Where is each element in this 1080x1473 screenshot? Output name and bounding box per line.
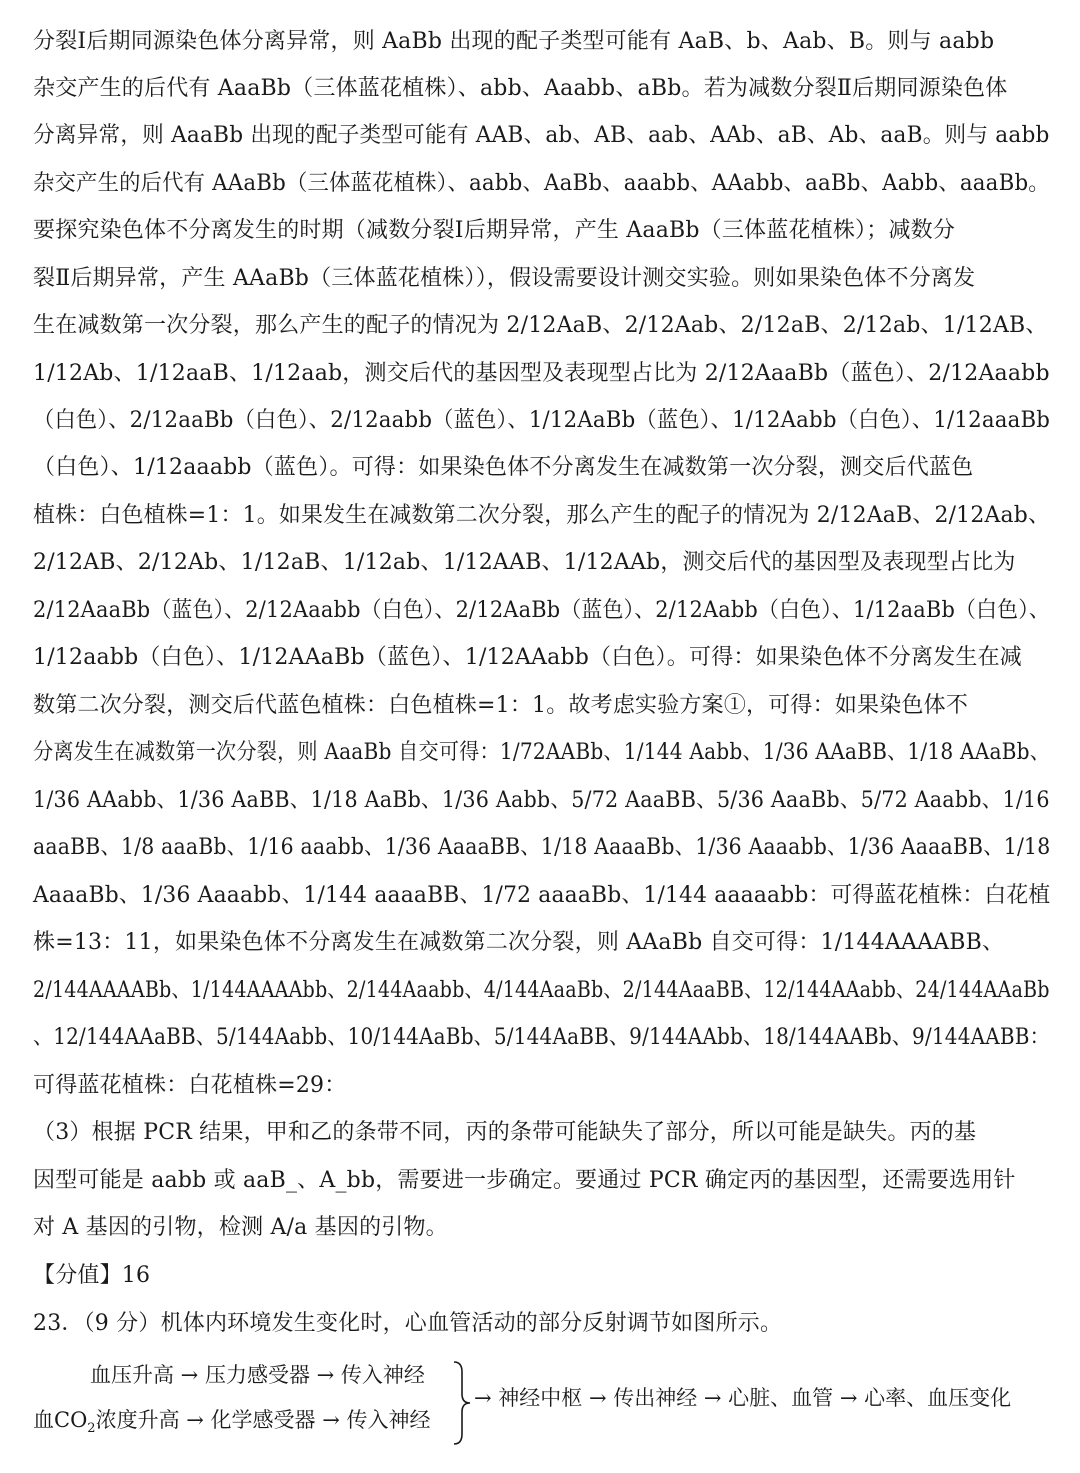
text-line: aaaBB、1/8 aaaBb、1/16 aaabb、1/36 AaaaBB、1/18 AaaaBb、1/36 Aaaabb、1/36 AaaaBB、1/18 (33, 835, 1051, 860)
text-line: 2/12AB、2/12Ab、1/12aB、1/12ab、1/12AAB、1/12AAb，测交后代的基因型及表现型占比为 (33, 550, 1016, 575)
text-line: 1/12aabb（白色）、1/12AAaBb（蓝色）、1/12AAabb（白色）。可得：如果染色体不分离发生在减 (33, 645, 1023, 670)
text-line: 杂交产生的后代有 AAaBb（三体蓝花植株）、aabb、AaBb、aaabb、AAabb、aaBb、Aabb、aaaBb。 (33, 171, 1050, 196)
text-line: 株=13：11，如果染色体不分离发生在减数第二次分裂，则 AAaBb 自交可得：1/144AAAABB、 (33, 930, 1005, 955)
question-stem: 23．（9 分）机体内环境发生变化时，心血管活动的部分反射调节如图所示。 (33, 1311, 783, 1336)
diagram-merged-path: → 神经中枢 → 传出神经 → 心脏、血管 → 心率、血压变化 (474, 1386, 1012, 1410)
text-line: 分离异常，则 AaaBb 出现的配子类型可能有 AAB、ab、AB、aab、AAb、aB、Ab、aaB。则与 aabb (33, 123, 1050, 148)
text-line: 数第二次分裂，测交后代蓝色植株：白色植株=1：1。故考虑实验方案①，可得：如果染色体不 (33, 693, 969, 718)
text-line: 2/12AaaBb（蓝色）、2/12Aaabb（白色）、2/12AaBb（蓝色）、2/12Aabb（白色）、1/12aaBb（白色）、 (33, 598, 1050, 623)
text-line: 植株：白色植株=1：1。如果发生在减数第二次分裂，那么产生的配子的情况为 2/12AaB、2/12Aab、 (33, 503, 1051, 528)
text-line: （白色）、2/12aaBb（白色）、2/12aabb（蓝色）、1/12AaBb（蓝色）、1/12Aabb（白色）、1/12aaaBb (33, 408, 1051, 433)
text-line: 杂交产生的后代有 AaaBb（三体蓝花植株）、abb、Aaabb、aBb。若为减数分裂Ⅱ后期同源染色体 (33, 76, 1008, 101)
text-line: AaaaBb、1/36 Aaaabb、1/144 aaaaBB、1/72 aaaaBb、1/144 aaaaabb：可得蓝花植株：白花植 (33, 883, 1051, 908)
diagram-row-co2 (33, 1408, 430, 1441)
text-line: 、12/144AAaBB、5/144Aabb、10/144AaBb、5/144AaBB、9/144AAbb、18/144AABb、9/144AABB： (33, 1025, 1050, 1050)
text-line: 2/144AAAABb、1/144AAAAbb、2/144Aaabb、4/144AaaBb、2/144AaaBB、12/144AAabb、24/144AAaBb (33, 978, 1050, 1003)
diagram-co2-subscript: 2 (87, 1421, 96, 1437)
text-line: 分裂Ⅰ后期同源染色体分离异常，则 AaBb 出现的配子类型可能有 AaB、b、Aab、B。则与 aabb (33, 29, 995, 54)
score-line: 【分值】16 (33, 1263, 151, 1288)
text-line: （白色）、1/12aaabb（蓝色）。可得：如果染色体不分离发生在减数第一次分裂，测交后代蓝色 (33, 455, 974, 480)
text-line: 1/36 AAabb、1/36 AaBB、1/18 AaBb、1/36 Aabb、5/72 AaaBB、5/36 AaaBb、5/72 Aaabb、1/16 (33, 788, 1050, 813)
diagram-co2-suffix: 浓度升高 → 化学感受器 → 传入神经 (95, 1408, 431, 1432)
text-line: 要探究染色体不分离发生的时期（减数分裂Ⅰ后期异常，产生 AaaBb（三体蓝花植株）；减数分 (33, 218, 956, 243)
text-line: 可得蓝花植株：白花植株=29： (33, 1073, 347, 1098)
text-line: 1/12Ab、1/12aaB、1/12aab，测交后代的基因型及表现型占比为 2/12AaaBb（蓝色）、2/12Aaabb (33, 361, 1050, 386)
reflex-diagram (0, 1350, 1080, 1470)
brace-icon (452, 1358, 472, 1448)
diagram-co2-prefix: 血CO (33, 1408, 88, 1432)
text-line: 因型可能是 aabb 或 aaB_、A_bb，需要进一步确定。要通过 PCR 确定丙的基因型，还需要选用针 (33, 1168, 1016, 1193)
text-line: 对 A 基因的引物，检测 A/a 基因的引物。 (33, 1215, 448, 1240)
text-line: 生在减数第一次分裂，那么产生的配子的情况为 2/12AaB、2/12Aab、2/12aB、2/12ab、1/12AB、 (33, 313, 1048, 338)
text-line: （3）根据 PCR 结果，甲和乙的条带不同，丙的条带可能缺失了部分，所以可能是缺失。丙的基 (33, 1120, 977, 1145)
text-line: 分离发生在减数第一次分裂，则 AaaBb 自交可得：1/72AABb、1/144 Aabb、1/36 AAaBB、1/18 AAaBb、 (33, 740, 1051, 765)
diagram-row-pressure: 血压升高 → 压力感受器 → 传入神经 (90, 1363, 425, 1387)
text-line: 裂Ⅱ后期异常，产生 AAaBb（三体蓝花植株）），假设需要设计测交实验。则如果染色体不分离发 (33, 266, 976, 291)
